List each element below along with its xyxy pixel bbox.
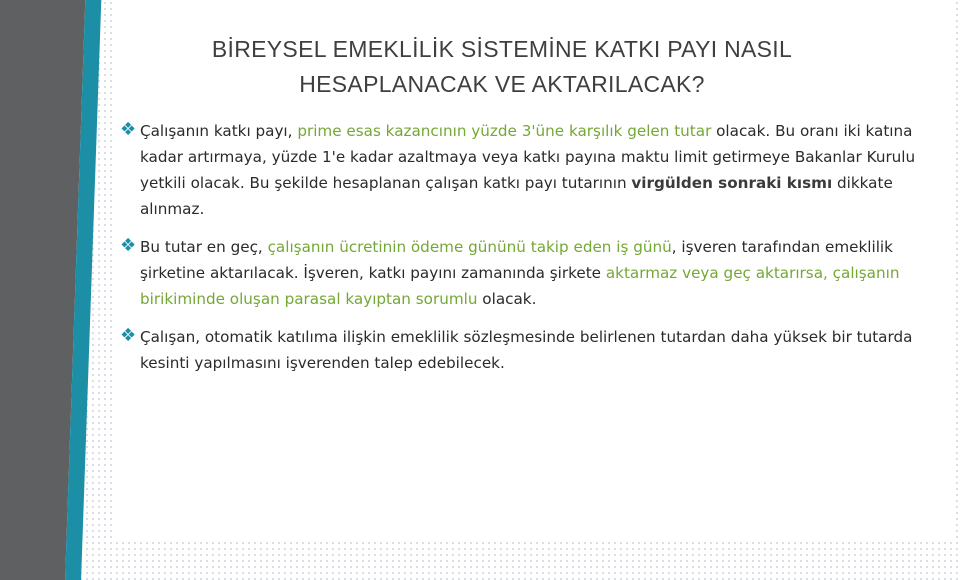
bullet-1-text-3: dikkate alınmaz. xyxy=(140,174,893,218)
diamond-bullet-icon: ❖ xyxy=(120,235,137,256)
bullet-list xyxy=(120,118,920,388)
slide-content xyxy=(112,0,952,540)
bullet-2-text-3: olacak. xyxy=(477,290,537,308)
bullet-item-2 xyxy=(120,234,920,312)
bullet-3-text: Çalışan, otomatik katılıma ilişkin emeklilik sözleşmesinde belirlenen tutardan daha yüksek bir tutarda kesinti yapılmasını işverenden talep edebilecek. xyxy=(140,328,913,372)
bullet-2-highlight: çalışanın ücretinin ödeme gününü takip eden iş günü xyxy=(267,238,672,256)
bullet-2-text-2: , işveren tarafından emeklilik şirketine aktarılacak. İşveren, katkı payını zamanında şirkete xyxy=(140,238,893,282)
bullet-1-text: Çalışanın katkı payı, xyxy=(140,122,298,140)
slide-title xyxy=(112,32,892,102)
bullet-1-highlight: prime esas kazancının yüzde 3'üne karşılık gelen tutar xyxy=(297,122,712,140)
bullet-1-text-2: olacak. Bu oranı iki katına kadar artırmaya, yüzde 1'e kadar azaltmaya veya katkı payına maktu limit getirmeye Bakanlar Kurulu yetkili olacak. Bu şekilde hesaplanan çalışan katkı payı tutarının xyxy=(140,122,916,192)
bullet-item-3 xyxy=(120,324,920,376)
slide-title-line-1: BİREYSEL EMEKLİLİK SİSTEMİNE KATKI PAYI NASIL xyxy=(211,36,793,62)
diamond-bullet-icon: ❖ xyxy=(120,325,137,346)
slide-title-line-2: HESAPLANACAK VE AKTARILACAK? xyxy=(299,71,705,97)
bullet-2-highlight-2: aktarmaz veya geç aktarırsa, çalışanın birikiminde oluşan parasal kayıptan sorumlu xyxy=(140,264,900,308)
diamond-bullet-icon: ❖ xyxy=(120,119,137,140)
bullet-item-1 xyxy=(120,118,920,222)
bullet-2-text: Bu tutar en geç, xyxy=(140,238,268,256)
bullet-1-bold: virgülden sonraki kısmı xyxy=(631,174,833,192)
